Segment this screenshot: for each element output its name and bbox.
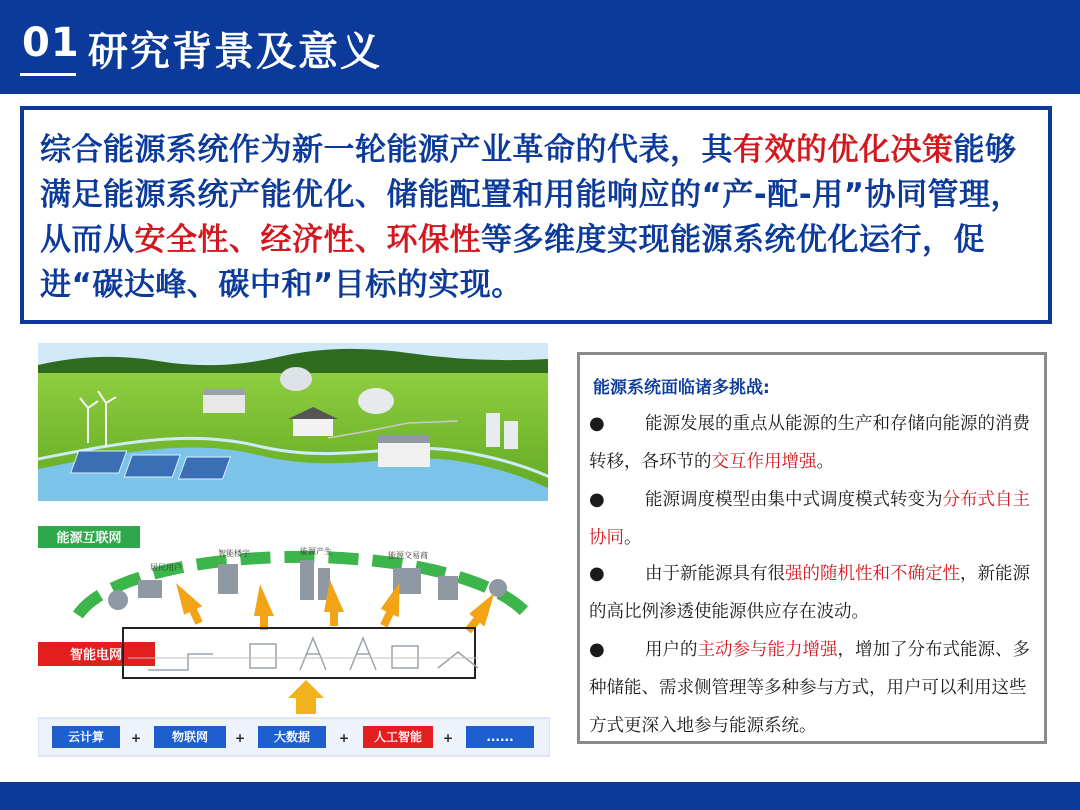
challenge-item-3: ● 由于新能源具有很强的随机性和不确定性，新能源的高比例渗透使能源供应存在波动。	[589, 555, 1035, 631]
challenges-box	[577, 352, 1047, 744]
node-energy-trader: 能源交易商	[388, 551, 428, 560]
section-number: 01	[22, 20, 80, 66]
bullet-icon: ●	[589, 639, 605, 660]
energy-internet-diagram	[38, 520, 550, 760]
smart-grid-label: 智能电网	[69, 648, 123, 663]
energy-internet-label: 能源互联网	[56, 531, 122, 546]
challenges-title: 能源系统面临诸多挑战:	[593, 378, 770, 398]
challenge-item-2: ● 能源调度模型由集中式调度模式转变为分布式自主协同。	[589, 481, 1035, 557]
tech-cloud: 云计算	[67, 730, 105, 744]
number-underline	[20, 73, 76, 76]
challenge-item-1: ● 能源发展的重点从能源的生产和存储向能源的消费转移，各环节的交互作用增强。	[589, 405, 1035, 481]
bullet-icon: ●	[589, 563, 605, 584]
plus-2: +	[234, 731, 246, 745]
tech-more: ......	[486, 730, 514, 744]
bullet-icon: ●	[589, 489, 605, 510]
bullet-icon: ●	[589, 413, 605, 434]
node-residential: 居民用户	[150, 563, 182, 572]
tech-bigdata: 大数据	[273, 730, 311, 744]
page-title: 研究背景及意义	[88, 29, 382, 75]
tech-iot: 物联网	[171, 730, 209, 744]
intro-box	[20, 106, 1052, 324]
tech-ai: 人工智能	[373, 730, 423, 744]
node-smart-building: 智能楼宇	[218, 549, 250, 558]
node-energy-production: 能源产生	[300, 547, 332, 556]
footer-bar	[0, 782, 1080, 810]
plus-1: +	[130, 731, 142, 745]
plus-4: +	[442, 731, 454, 745]
header-bar	[0, 0, 1080, 94]
intro-text: 综合能源系统作为新一轮能源产业革命的代表，其有效的优化决策能够满足能源系统产能优化、储能配置和用能响应的“产-配-用”协同管理，从而从安全性、经济性、环保性等多维度实现能源系统优化运行，促进“碳达峰、碳中和”目标的实现。	[40, 132, 1022, 303]
challenge-item-4: ● 用户的主动参与能力增强，增加了分布式能源、多种储能、需求侧管理等多种参与方式，用户可以利用这些方式更深入地参与能源系统。	[589, 631, 1035, 745]
energy-landscape-illustration	[38, 343, 548, 501]
plus-3: +	[338, 731, 350, 745]
